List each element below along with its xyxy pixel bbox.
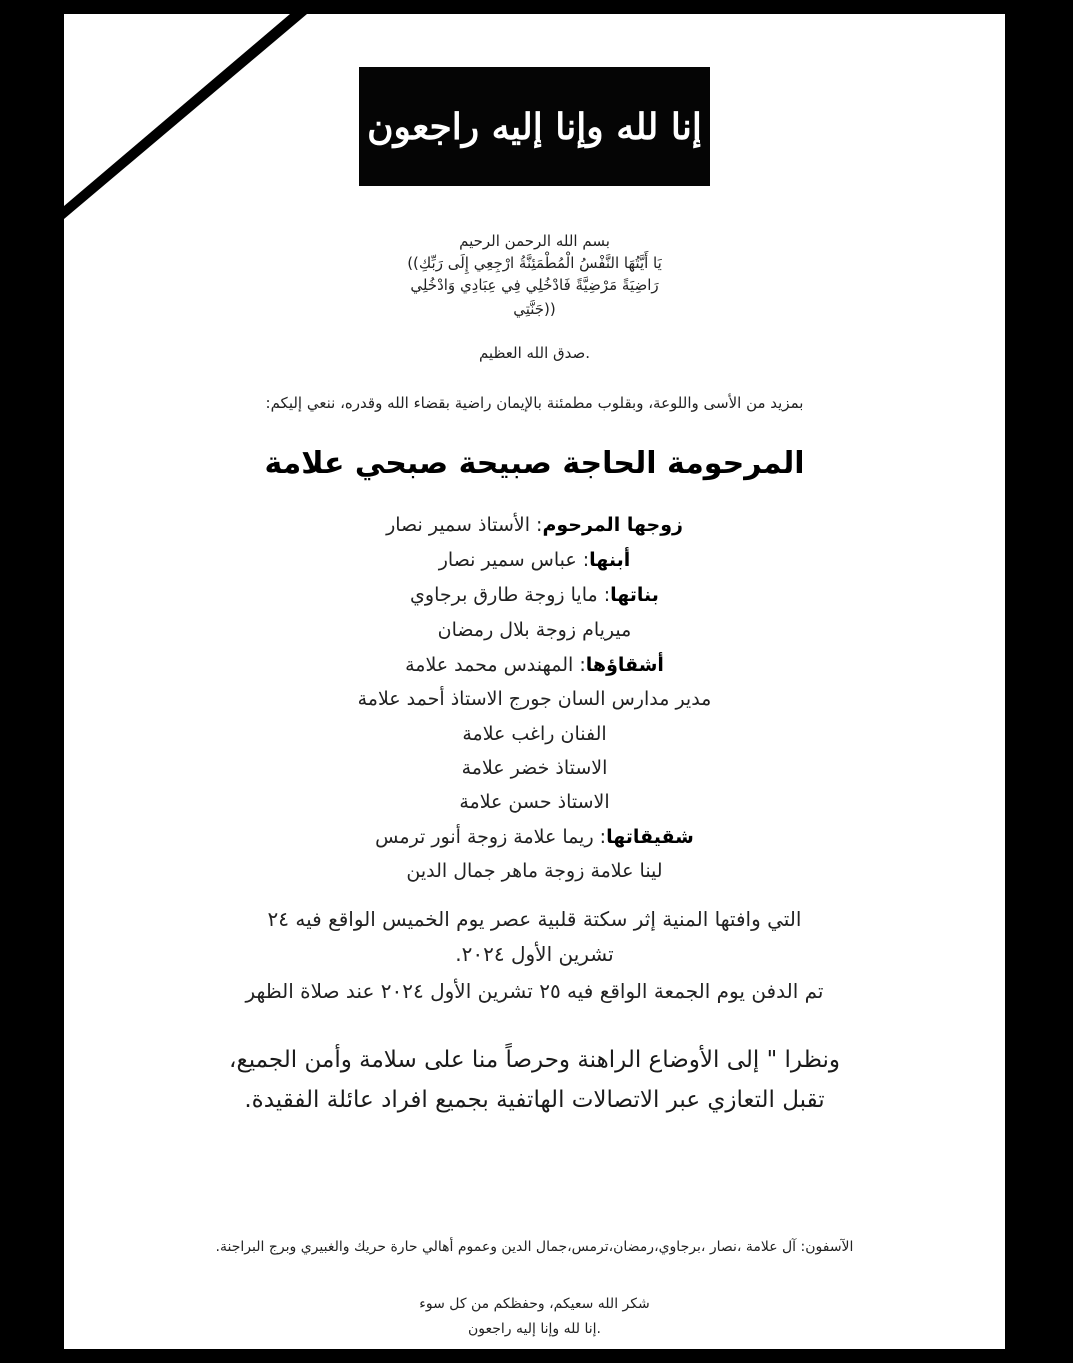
family-husband: زوجها المرحوم: الأستاذ سمير نصار — [386, 514, 683, 536]
son-label: أبنها — [589, 549, 631, 571]
verse-line-3: ((جَنَّتِي — [513, 300, 556, 318]
sister-2: لينا علامة زوجة ماهر جمال الدين — [406, 860, 663, 882]
daughter-2: ميريام زوجة بلال رمضان — [437, 619, 632, 641]
family-sisters: شقيقاتها: ريما علامة زوجة أنور ترمس — [375, 826, 694, 848]
calligraphy-text: إنا لله وإنا إليه راجعون — [367, 105, 702, 148]
brother-1: المهندس محمد علامة — [405, 654, 574, 676]
brother-5: الاستاذ حسن علامة — [459, 791, 610, 813]
basmala: بسم الله الرحمن الرحيم — [459, 232, 610, 250]
condolences-line-1: ونظرا " إلى الأوضاع الراهنة وحرصاً منا على سلامة وأمن الجميع، — [229, 1047, 840, 1073]
brothers-label: أشقاؤها — [585, 654, 664, 676]
sadaqa-line: .صدق الله العظيم — [478, 344, 591, 362]
husband-name: الأستاذ سمير نصار — [386, 514, 531, 536]
deceased-name: المرحومة الحاجة صبيحة صبحي علامة — [264, 446, 805, 481]
brother-4: الاستاذ خضر علامة — [461, 757, 608, 779]
condolences-line-2: تقبل التعازي عبر الاتصالات الهاتفية بجميع افراد عائلة الفقيدة. — [244, 1087, 825, 1113]
brother-3: الفنان راغب علامة — [462, 723, 607, 745]
closing-line-2: .إنا لله وإنا إليه راجعون — [468, 1321, 601, 1337]
burial-line: تم الدفن يوم الجمعة الواقع فيه ٢٥ تشرين الأول ٢٠٢٤ عند صلاة الظهر — [245, 979, 824, 1003]
mourners-line: الآسفون: آل علامة ،نصار ،برجاوي،رمضان،ترمس،جمال الدين وعموم أهالي حارة حريك والغبيري وبرج البراجنة. — [215, 1239, 854, 1255]
daughter-1: مايا زوجة طارق برجاوي — [410, 584, 598, 606]
death-line-2: تشرين الأول ٢٠٢٤. — [455, 942, 614, 966]
family-brothers: أشقاؤها: المهندس محمد علامة — [405, 654, 664, 676]
son-name: عباس سمير نصار — [438, 549, 577, 571]
intro-text: بمزيد من الأسى واللوعة، وبقلوب مطمئنة بالإيمان راضية بقضاء الله وقدره، ننعي إليكم: — [265, 394, 804, 412]
obituary-page — [64, 14, 1005, 1349]
sister-1: ريما علامة زوجة أنور ترمس — [375, 826, 594, 848]
closing-line-1: شكر الله سعيكم، وحفظكم من كل سوء — [419, 1296, 650, 1312]
death-line-1: التي وافتها المنية إثر سكتة قلبية عصر يوم الخميس الواقع فيه ٢٤ — [267, 907, 802, 931]
verse-line-1: يَا أَيَّتُهَا النَّفْسُ الْمُطْمَئِنَّةُ ارْجِعِي إِلَى رَبِّكِ)) — [407, 254, 662, 272]
mourning-ribbon — [64, 14, 324, 234]
daughters-label: بناتها — [610, 584, 659, 606]
calligraphy-banner — [359, 67, 710, 186]
brother-2: مدير مدارس السان جورج الاستاذ أحمد علامة — [357, 688, 712, 710]
husband-label: زوجها المرحوم — [542, 514, 683, 536]
family-son: أبنها: عباس سمير نصار — [438, 549, 631, 571]
verse-line-2: رَاضِيَةً مَرْضِيَّةً فَادْخُلِي فِي عِبَادِي وَادْخُلِي — [410, 276, 659, 294]
sisters-label: شقيقاتها — [606, 826, 694, 848]
family-daughters: بناتها: مايا زوجة طارق برجاوي — [410, 584, 659, 606]
